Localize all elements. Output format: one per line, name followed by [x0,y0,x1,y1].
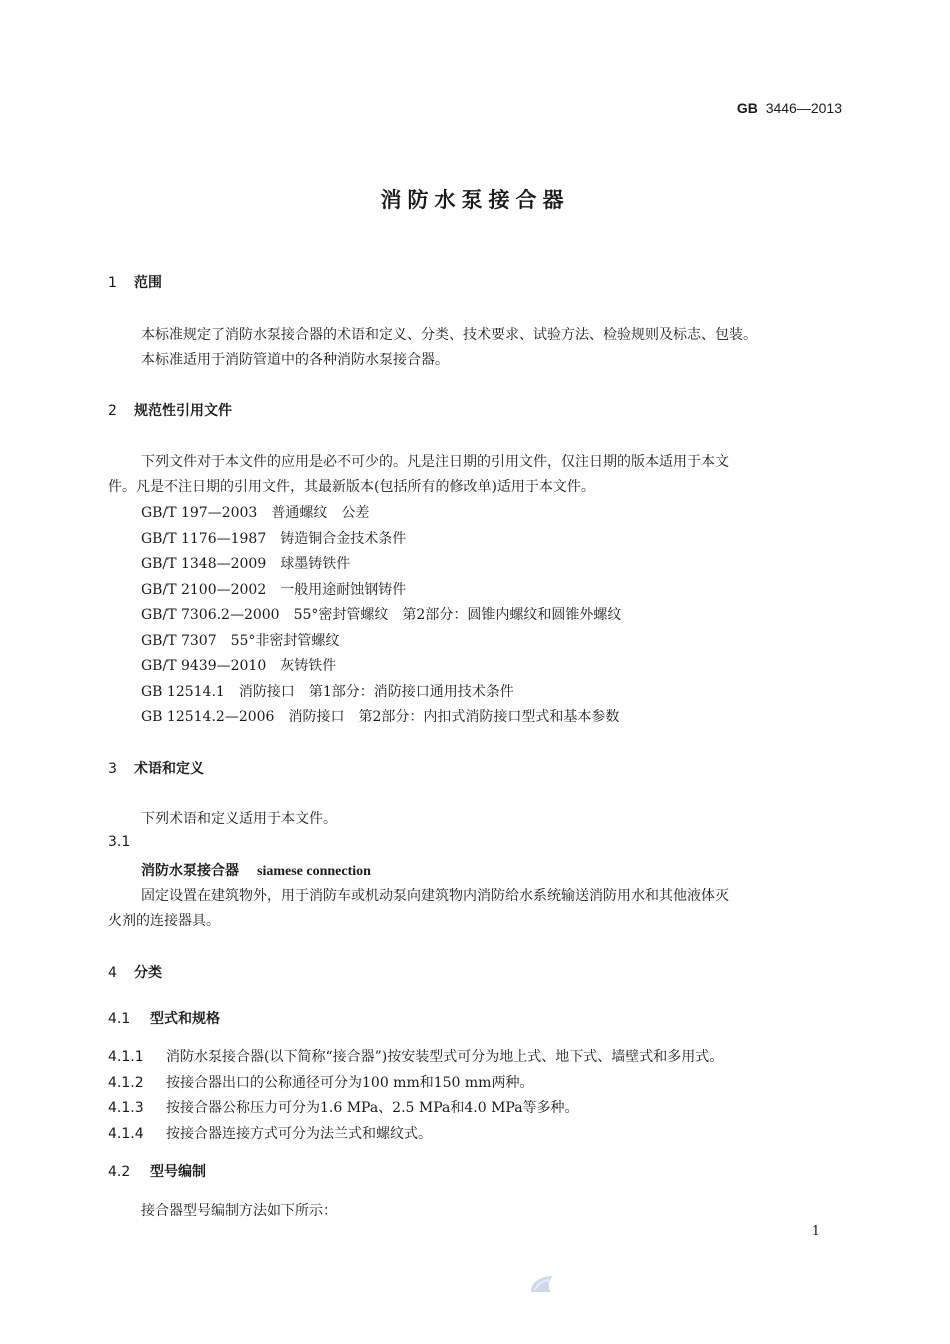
term-definition: 固定设置在建筑物外，用于消防车或机动泵向建筑物内消防给水系统输送消防用水和其他液体灭 [141,888,729,904]
reference-title: 球墨铸铁件 [280,556,351,572]
paragraph: 本标准规定了消防水泵接合器的术语和定义、分类、技术要求、试验方法、检验规则及标志、包装。 [141,327,757,343]
reference-code: GB/T 7307 [141,633,217,649]
reference-title: 普通螺纹 公差 [271,505,370,521]
clause-item [108,1072,533,1092]
paragraph: 下列术语和定义适用于本文件。 [141,811,337,827]
sac-logo-icon [527,1272,557,1300]
reference-title: 消防接口 第2部分：内扣式消防接口型式和基本参数 [288,709,620,725]
section-4-heading [108,962,162,982]
reference-title: 铸造铜合金技术条件 [280,531,407,547]
reference-item [141,528,406,548]
paragraph: 本标准适用于消防管道中的各种消防水泵接合器。 [141,352,449,368]
section-3-heading [108,758,204,778]
reference-title: 灰铸铁件 [280,658,337,674]
paragraph: 件。凡是不注日期的引用文件，其最新版本(包括所有的修改单)适用于本文件。 [108,479,595,495]
reference-code: GB 12514.1 [141,684,225,700]
section-number: 4.1 [108,1011,131,1027]
reference-item [141,706,619,726]
section-number: 1 [108,275,117,291]
paragraph: 下列文件对于本文件的应用是必不可少的。凡是注日期的引用文件，仅注日期的版本适用于本文 [141,454,729,470]
document-title: 消防水泵接合器 [380,188,570,212]
section-number: 4 [108,965,117,981]
reference-code: GB/T 7306.2—2000 [141,607,280,623]
section-title: 型式和规格 [150,1011,220,1027]
clause-text: 消防水泵接合器(以下简称“接合器”)按安装型式可分为地上式、地下式、墙壁式和多用式。 [166,1049,724,1065]
clause-item [108,1097,579,1117]
reference-title: 消防接口 第1部分：消防接口通用技术条件 [238,684,514,700]
section-number: 4.2 [108,1164,131,1180]
clause-item [108,1123,432,1143]
section-4-2-heading [108,1161,206,1181]
reference-code: GB/T 1176—1987 [141,531,267,547]
clause-text: 按接合器出口的公称通径可分为100 mm和150 mm两种。 [166,1075,534,1091]
section-2-heading [108,400,232,420]
reference-title: 一般用途耐蚀钢铸件 [280,582,407,598]
clause-number: 4.1.2 [108,1075,144,1091]
term-english: siamese connection [257,864,371,879]
section-title: 规范性引用文件 [134,403,232,419]
reference-code: GB/T 1348—2009 [141,556,267,572]
term-chinese: 消防水泵接合器 [141,863,239,879]
clause-text: 按接合器连接方式可分为法兰式和螺纹式。 [166,1126,432,1142]
paragraph: 接合器型号编制方法如下所示： [141,1203,337,1219]
term-number: 3.1 [108,834,131,850]
section-title: 范围 [134,275,162,291]
clause-number: 4.1.1 [108,1049,144,1065]
section-number: 3 [108,761,117,777]
reference-title: 55°非密封管螺纹 [230,633,340,649]
clause-number: 4.1.4 [108,1126,144,1142]
section-title: 术语和定义 [134,761,204,777]
clause-item [108,1046,723,1066]
page-number: 1 [811,1224,820,1239]
section-4-1-heading [108,1008,220,1028]
reference-code: GB/T 9439—2010 [141,658,267,674]
section-title: 分类 [134,965,162,981]
reference-item [141,579,406,599]
reference-item [141,553,350,573]
reference-code: GB/T 197—2003 [141,505,258,521]
reference-item [141,604,621,624]
term-definition: 火剂的连接器具。 [108,913,220,929]
standard-code-number: 3446—2013 [765,100,842,116]
reference-item [141,630,339,650]
clause-text: 按接合器公称压力可分为1.6 MPa、2.5 MPa和4.0 MPa等多种。 [166,1100,579,1116]
reference-title: 55°密封管螺纹 第2部分：圆锥内螺纹和圆锥外螺纹 [293,607,622,623]
reference-code: GB 12514.2—2006 [141,709,275,725]
term-entry [141,860,371,880]
section-1-heading [108,272,162,292]
clause-number: 4.1.3 [108,1100,144,1116]
section-number: 2 [108,403,117,419]
reference-item [141,502,369,522]
reference-item [141,681,514,701]
reference-item [141,655,336,675]
standard-code-prefix: GB [736,100,758,116]
reference-code: GB/T 2100—2002 [141,582,267,598]
standard-code [737,100,842,116]
section-title: 型号编制 [150,1164,206,1180]
